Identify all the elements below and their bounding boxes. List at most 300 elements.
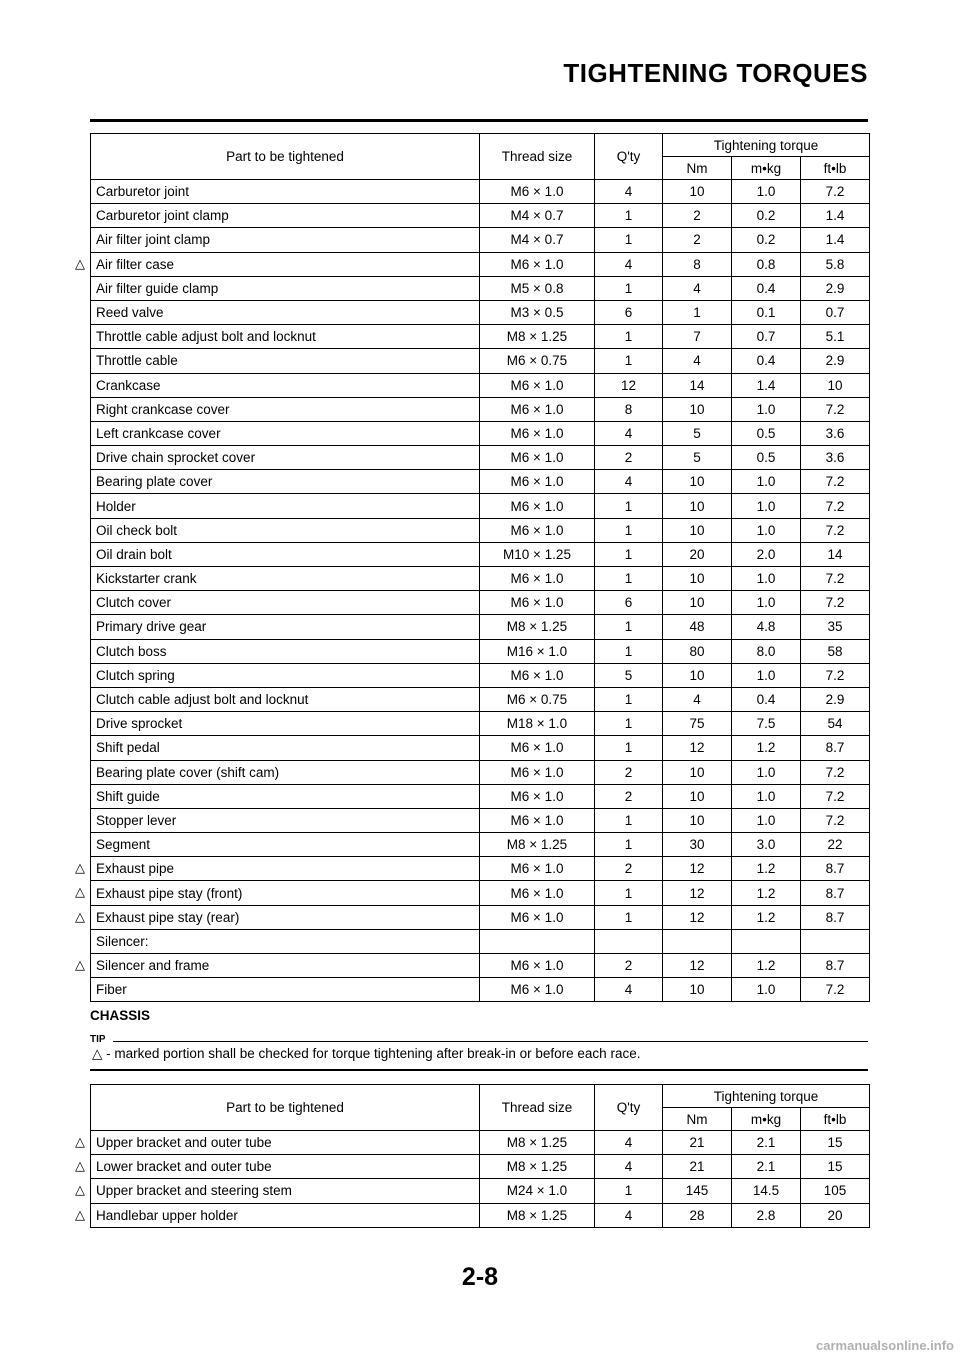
- cell-part: Bearing plate cover: [91, 470, 480, 494]
- table-row: [91, 881, 870, 905]
- cell-qty: 1: [595, 228, 663, 252]
- cell-qty: 2: [595, 954, 663, 978]
- cell-nm: 10: [663, 760, 732, 784]
- table-row: [91, 276, 870, 300]
- table-row: [91, 833, 870, 857]
- cell-qty: 4: [595, 470, 663, 494]
- cell-thread-size: M6 × 1.0: [480, 760, 595, 784]
- cell-part: Stopper lever: [91, 808, 480, 832]
- cell-mkg: 1.0: [732, 591, 801, 615]
- cell-part: Clutch spring: [91, 663, 480, 687]
- cell-nm: 80: [663, 639, 732, 663]
- cell-nm: 21: [663, 1131, 732, 1155]
- check-mark-icon: △: [75, 909, 85, 924]
- cell-ftlb: 8.7: [801, 954, 870, 978]
- header-mkg: m•kg: [732, 1108, 801, 1131]
- cell-nm: 8: [663, 252, 732, 276]
- check-mark-icon: △: [75, 957, 85, 972]
- cell-nm: 4: [663, 349, 732, 373]
- chassis-table-body: [91, 1131, 870, 1228]
- header-nm: Nm: [663, 157, 732, 180]
- cell-part: Oil check bolt: [91, 518, 480, 542]
- cell-nm: 10: [663, 591, 732, 615]
- cell-ftlb: 58: [801, 639, 870, 663]
- cell-nm: 10: [663, 470, 732, 494]
- chassis-torque-table: [90, 1084, 870, 1228]
- cell-thread-size: M6 × 1.0: [480, 567, 595, 591]
- cell-qty: 2: [595, 857, 663, 881]
- cell-part: Throttle cable adjust bolt and locknut: [91, 325, 480, 349]
- cell-nm: 4: [663, 276, 732, 300]
- tip-rule-top: [113, 1041, 868, 1042]
- header-qty: Q'ty: [595, 134, 663, 180]
- cell-qty: 1: [595, 712, 663, 736]
- cell-qty: 1: [595, 349, 663, 373]
- cell-ftlb: 105: [801, 1179, 870, 1203]
- cell-part: Bearing plate cover (shift cam): [91, 760, 480, 784]
- check-mark-icon: △: [75, 1182, 85, 1197]
- cell-mkg: 1.0: [732, 784, 801, 808]
- cell-qty: 1: [595, 542, 663, 566]
- table-row: [91, 1203, 870, 1227]
- cell-ftlb: 7.2: [801, 808, 870, 832]
- cell-thread-size: M6 × 1.0: [480, 470, 595, 494]
- cell-thread-size: M8 × 1.25: [480, 1155, 595, 1179]
- cell-part: Shift pedal: [91, 736, 480, 760]
- cell-qty: 1: [595, 204, 663, 228]
- header-tightening-torque: Tightening torque: [663, 134, 870, 157]
- cell-thread-size: M6 × 0.75: [480, 349, 595, 373]
- cell-mkg: 14.5: [732, 1179, 801, 1203]
- cell-part: Air filter guide clamp: [91, 276, 480, 300]
- cell-part: Reed valve: [91, 300, 480, 324]
- table-row: [91, 736, 870, 760]
- table-row: [91, 421, 870, 445]
- cell-part: Drive chain sprocket cover: [91, 446, 480, 470]
- cell-part: Crankcase: [91, 373, 480, 397]
- table-row: [91, 929, 870, 953]
- table-row: [91, 228, 870, 252]
- header-part: Part to be tightened: [91, 134, 480, 180]
- cell-qty: 12: [595, 373, 663, 397]
- check-mark-icon: △: [75, 1134, 85, 1149]
- cell-part: Clutch cover: [91, 591, 480, 615]
- cell-nm: 12: [663, 905, 732, 929]
- cell-thread-size: M6 × 1.0: [480, 494, 595, 518]
- cell-qty: 1: [595, 1179, 663, 1203]
- cell-thread-size: M6 × 1.0: [480, 736, 595, 760]
- header-ftlb: ft•lb: [801, 1108, 870, 1131]
- cell-thread-size: M6 × 1.0: [480, 784, 595, 808]
- page-title: TIGHTENING TORQUES: [563, 58, 868, 88]
- cell-mkg: 3.0: [732, 833, 801, 857]
- cell-ftlb: 15: [801, 1131, 870, 1155]
- cell-nm: 28: [663, 1203, 732, 1227]
- cell-part: Right crankcase cover: [91, 397, 480, 421]
- cell-part: Exhaust pipe stay (rear): [91, 905, 480, 929]
- check-mark-icon: △: [75, 1158, 85, 1173]
- tip-rule-bottom: [90, 1069, 868, 1071]
- cell-mkg: 1.0: [732, 808, 801, 832]
- cell-nm: 10: [663, 397, 732, 421]
- cell-thread-size: M6 × 1.0: [480, 857, 595, 881]
- table-row: [91, 712, 870, 736]
- table-row: [91, 446, 870, 470]
- table-row: [91, 180, 870, 204]
- table-row: [91, 954, 870, 978]
- cell-thread-size: M6 × 1.0: [480, 808, 595, 832]
- cell-ftlb: 20: [801, 1203, 870, 1227]
- cell-qty: 1: [595, 833, 663, 857]
- cell-nm: 10: [663, 808, 732, 832]
- cell-mkg: 1.0: [732, 397, 801, 421]
- cell-part: Oil drain bolt: [91, 542, 480, 566]
- table-row: [91, 349, 870, 373]
- cell-ftlb: 8.7: [801, 857, 870, 881]
- cell-mkg: 0.5: [732, 446, 801, 470]
- cell-nm: 12: [663, 954, 732, 978]
- cell-mkg: 0.8: [732, 252, 801, 276]
- cell-mkg: 0.4: [732, 687, 801, 711]
- cell-qty: 1: [595, 615, 663, 639]
- cell-mkg: 8.0: [732, 639, 801, 663]
- cell-thread-size: M18 × 1.0: [480, 712, 595, 736]
- cell-qty: [595, 929, 663, 953]
- cell-mkg: 1.0: [732, 663, 801, 687]
- cell-ftlb: 3.6: [801, 421, 870, 445]
- cell-part: Clutch boss: [91, 639, 480, 663]
- cell-mkg: 1.2: [732, 954, 801, 978]
- cell-ftlb: 7.2: [801, 567, 870, 591]
- cell-ftlb: 5.1: [801, 325, 870, 349]
- cell-thread-size: M16 × 1.0: [480, 639, 595, 663]
- cell-qty: 1: [595, 325, 663, 349]
- table-row: [91, 567, 870, 591]
- cell-thread-size: M6 × 1.0: [480, 881, 595, 905]
- table-row: [91, 1179, 870, 1203]
- cell-nm: [663, 929, 732, 953]
- cell-qty: 4: [595, 1155, 663, 1179]
- header-part: Part to be tightened: [91, 1085, 480, 1131]
- cell-ftlb: 2.9: [801, 276, 870, 300]
- table-row: [91, 204, 870, 228]
- table-row: [91, 252, 870, 276]
- table-row: [91, 978, 870, 1002]
- cell-ftlb: 54: [801, 712, 870, 736]
- cell-qty: 6: [595, 300, 663, 324]
- cell-thread-size: M6 × 1.0: [480, 397, 595, 421]
- cell-qty: 2: [595, 760, 663, 784]
- table-row: [91, 808, 870, 832]
- cell-nm: 12: [663, 857, 732, 881]
- cell-ftlb: 7.2: [801, 180, 870, 204]
- cell-ftlb: 7.2: [801, 470, 870, 494]
- header-nm: Nm: [663, 1108, 732, 1131]
- cell-part: Throttle cable: [91, 349, 480, 373]
- table-row: [91, 687, 870, 711]
- cell-thread-size: M6 × 1.0: [480, 591, 595, 615]
- cell-qty: 1: [595, 276, 663, 300]
- cell-thread-size: M10 × 1.25: [480, 542, 595, 566]
- cell-mkg: 0.4: [732, 349, 801, 373]
- check-mark-icon: △: [75, 256, 85, 271]
- table-row: [91, 325, 870, 349]
- cell-ftlb: 8.7: [801, 905, 870, 929]
- cell-nm: 1: [663, 300, 732, 324]
- cell-mkg: [732, 929, 801, 953]
- cell-thread-size: M6 × 1.0: [480, 180, 595, 204]
- cell-mkg: 1.0: [732, 567, 801, 591]
- cell-mkg: 0.2: [732, 228, 801, 252]
- cell-nm: 10: [663, 494, 732, 518]
- cell-qty: 1: [595, 905, 663, 929]
- check-mark-icon: △: [75, 884, 85, 899]
- cell-part: Left crankcase cover: [91, 421, 480, 445]
- cell-thread-size: M6 × 1.0: [480, 446, 595, 470]
- cell-ftlb: 2.9: [801, 349, 870, 373]
- table-row: [91, 1131, 870, 1155]
- cell-nm: 145: [663, 1179, 732, 1203]
- cell-ftlb: [801, 929, 870, 953]
- cell-thread-size: M5 × 0.8: [480, 276, 595, 300]
- cell-qty: 4: [595, 1131, 663, 1155]
- cell-qty: 4: [595, 1203, 663, 1227]
- cell-qty: 4: [595, 180, 663, 204]
- cell-qty: 1: [595, 881, 663, 905]
- cell-part: Kickstarter crank: [91, 567, 480, 591]
- cell-mkg: 1.2: [732, 881, 801, 905]
- cell-nm: 10: [663, 180, 732, 204]
- cell-ftlb: 7.2: [801, 397, 870, 421]
- cell-qty: 4: [595, 252, 663, 276]
- cell-nm: 7: [663, 325, 732, 349]
- page-number: 2-8: [461, 1263, 499, 1291]
- cell-thread-size: M6 × 1.0: [480, 252, 595, 276]
- cell-thread-size: M24 × 1.0: [480, 1179, 595, 1203]
- cell-nm: 10: [663, 978, 732, 1002]
- header-qty: Q'ty: [595, 1085, 663, 1131]
- cell-part: Silencer:: [91, 929, 480, 953]
- cell-mkg: 0.2: [732, 204, 801, 228]
- header-thread-size: Thread size: [480, 1085, 595, 1131]
- cell-part: Segment: [91, 833, 480, 857]
- cell-mkg: 1.0: [732, 494, 801, 518]
- cell-qty: 1: [595, 494, 663, 518]
- cell-part: Clutch cable adjust bolt and locknut: [91, 687, 480, 711]
- cell-qty: 1: [595, 567, 663, 591]
- tip-mark-icon: △: [92, 1046, 103, 1061]
- cell-nm: 48: [663, 615, 732, 639]
- tip-text-body: - marked portion shall be checked for torque tightening after break-in or before each race.: [106, 1046, 641, 1061]
- cell-qty: 2: [595, 784, 663, 808]
- cell-nm: 10: [663, 663, 732, 687]
- table-row: [91, 542, 870, 566]
- cell-qty: 2: [595, 446, 663, 470]
- cell-nm: 10: [663, 784, 732, 808]
- cell-qty: 1: [595, 736, 663, 760]
- cell-qty: 1: [595, 639, 663, 663]
- cell-nm: 5: [663, 446, 732, 470]
- table-row: [91, 784, 870, 808]
- cell-thread-size: M6 × 1.0: [480, 905, 595, 929]
- cell-mkg: 4.8: [732, 615, 801, 639]
- cell-part: Drive sprocket: [91, 712, 480, 736]
- cell-thread-size: M6 × 1.0: [480, 954, 595, 978]
- cell-mkg: 7.5: [732, 712, 801, 736]
- check-mark-icon: △: [75, 1207, 85, 1222]
- table-row: [91, 397, 870, 421]
- cell-part: Carburetor joint clamp: [91, 204, 480, 228]
- cell-qty: 4: [595, 421, 663, 445]
- check-mark-icon: △: [75, 860, 85, 875]
- cell-ftlb: 7.2: [801, 663, 870, 687]
- cell-part: Silencer and frame: [91, 954, 480, 978]
- cell-nm: 2: [663, 228, 732, 252]
- header-mkg: m•kg: [732, 157, 801, 180]
- title-rule: [90, 119, 868, 122]
- table-row: [91, 639, 870, 663]
- cell-nm: 12: [663, 881, 732, 905]
- cell-thread-size: M8 × 1.25: [480, 1131, 595, 1155]
- cell-mkg: 1.2: [732, 905, 801, 929]
- cell-nm: 10: [663, 518, 732, 542]
- cell-ftlb: 7.2: [801, 494, 870, 518]
- cell-thread-size: M6 × 1.0: [480, 663, 595, 687]
- cell-ftlb: 0.7: [801, 300, 870, 324]
- cell-ftlb: 35: [801, 615, 870, 639]
- cell-part: Upper bracket and outer tube: [91, 1131, 480, 1155]
- cell-ftlb: 1.4: [801, 204, 870, 228]
- cell-nm: 14: [663, 373, 732, 397]
- table-row: [91, 663, 870, 687]
- cell-thread-size: M6 × 1.0: [480, 373, 595, 397]
- cell-part: Carburetor joint: [91, 180, 480, 204]
- cell-part: Handlebar upper holder: [91, 1203, 480, 1227]
- cell-mkg: 1.0: [732, 180, 801, 204]
- cell-ftlb: 7.2: [801, 978, 870, 1002]
- tip-text: [92, 1046, 640, 1062]
- cell-ftlb: 1.4: [801, 228, 870, 252]
- cell-mkg: 2.0: [732, 542, 801, 566]
- cell-ftlb: 5.8: [801, 252, 870, 276]
- tip-label: TIP: [90, 1034, 106, 1045]
- table-row: [91, 1155, 870, 1179]
- header-ftlb: ft•lb: [801, 157, 870, 180]
- cell-thread-size: M6 × 1.0: [480, 518, 595, 542]
- cell-part: Exhaust pipe: [91, 857, 480, 881]
- table-row: [91, 494, 870, 518]
- cell-part: Fiber: [91, 978, 480, 1002]
- cell-ftlb: 7.2: [801, 518, 870, 542]
- table-row: [91, 760, 870, 784]
- cell-ftlb: 10: [801, 373, 870, 397]
- cell-nm: 2: [663, 204, 732, 228]
- cell-thread-size: M4 × 0.7: [480, 204, 595, 228]
- cell-mkg: 1.0: [732, 518, 801, 542]
- table-row: [91, 591, 870, 615]
- table-row: [91, 300, 870, 324]
- engine-table-body: [91, 180, 870, 1002]
- cell-mkg: 1.2: [732, 736, 801, 760]
- cell-thread-size: M8 × 1.25: [480, 833, 595, 857]
- table-row: [91, 373, 870, 397]
- chassis-section-title: CHASSIS: [90, 1008, 151, 1023]
- cell-nm: 20: [663, 542, 732, 566]
- cell-part: Exhaust pipe stay (front): [91, 881, 480, 905]
- cell-qty: 1: [595, 808, 663, 832]
- cell-thread-size: M6 × 1.0: [480, 978, 595, 1002]
- cell-thread-size: M8 × 1.25: [480, 1203, 595, 1227]
- table-row: [91, 615, 870, 639]
- cell-ftlb: 2.9: [801, 687, 870, 711]
- cell-mkg: 1.0: [732, 978, 801, 1002]
- header-tightening-torque: Tightening torque: [663, 1085, 870, 1108]
- cell-ftlb: 3.6: [801, 446, 870, 470]
- cell-mkg: 2.1: [732, 1131, 801, 1155]
- cell-mkg: 0.5: [732, 421, 801, 445]
- cell-part: Air filter case: [91, 252, 480, 276]
- cell-thread-size: M8 × 1.25: [480, 615, 595, 639]
- cell-ftlb: 7.2: [801, 784, 870, 808]
- cell-thread-size: M6 × 1.0: [480, 421, 595, 445]
- cell-thread-size: [480, 929, 595, 953]
- cell-nm: 75: [663, 712, 732, 736]
- cell-part: Holder: [91, 494, 480, 518]
- cell-qty: 6: [595, 591, 663, 615]
- table-row: [91, 518, 870, 542]
- cell-mkg: 1.0: [732, 760, 801, 784]
- cell-part: Lower bracket and outer tube: [91, 1155, 480, 1179]
- cell-mkg: 0.7: [732, 325, 801, 349]
- cell-part: Shift guide: [91, 784, 480, 808]
- header-thread-size: Thread size: [480, 134, 595, 180]
- cell-thread-size: M3 × 0.5: [480, 300, 595, 324]
- cell-mkg: 1.0: [732, 470, 801, 494]
- cell-ftlb: 14: [801, 542, 870, 566]
- cell-nm: 10: [663, 567, 732, 591]
- table-row: [91, 470, 870, 494]
- cell-qty: 5: [595, 663, 663, 687]
- cell-ftlb: 22: [801, 833, 870, 857]
- cell-qty: 1: [595, 518, 663, 542]
- cell-mkg: 0.4: [732, 276, 801, 300]
- cell-qty: 8: [595, 397, 663, 421]
- cell-nm: 4: [663, 687, 732, 711]
- cell-nm: 5: [663, 421, 732, 445]
- cell-nm: 21: [663, 1155, 732, 1179]
- cell-qty: 4: [595, 978, 663, 1002]
- cell-ftlb: 8.7: [801, 736, 870, 760]
- cell-thread-size: M4 × 0.7: [480, 228, 595, 252]
- table-row: [91, 857, 870, 881]
- cell-ftlb: 8.7: [801, 881, 870, 905]
- cell-nm: 30: [663, 833, 732, 857]
- cell-part: Air filter joint clamp: [91, 228, 480, 252]
- cell-mkg: 2.8: [732, 1203, 801, 1227]
- cell-thread-size: M6 × 0.75: [480, 687, 595, 711]
- watermark: carmanualsonline.info: [816, 1338, 954, 1353]
- cell-part: Upper bracket and steering stem: [91, 1179, 480, 1203]
- cell-ftlb: 15: [801, 1155, 870, 1179]
- cell-ftlb: 7.2: [801, 760, 870, 784]
- cell-mkg: 2.1: [732, 1155, 801, 1179]
- cell-ftlb: 7.2: [801, 591, 870, 615]
- cell-part: Primary drive gear: [91, 615, 480, 639]
- cell-mkg: 1.2: [732, 857, 801, 881]
- cell-mkg: 0.1: [732, 300, 801, 324]
- cell-thread-size: M8 × 1.25: [480, 325, 595, 349]
- engine-torque-table: [90, 133, 870, 1002]
